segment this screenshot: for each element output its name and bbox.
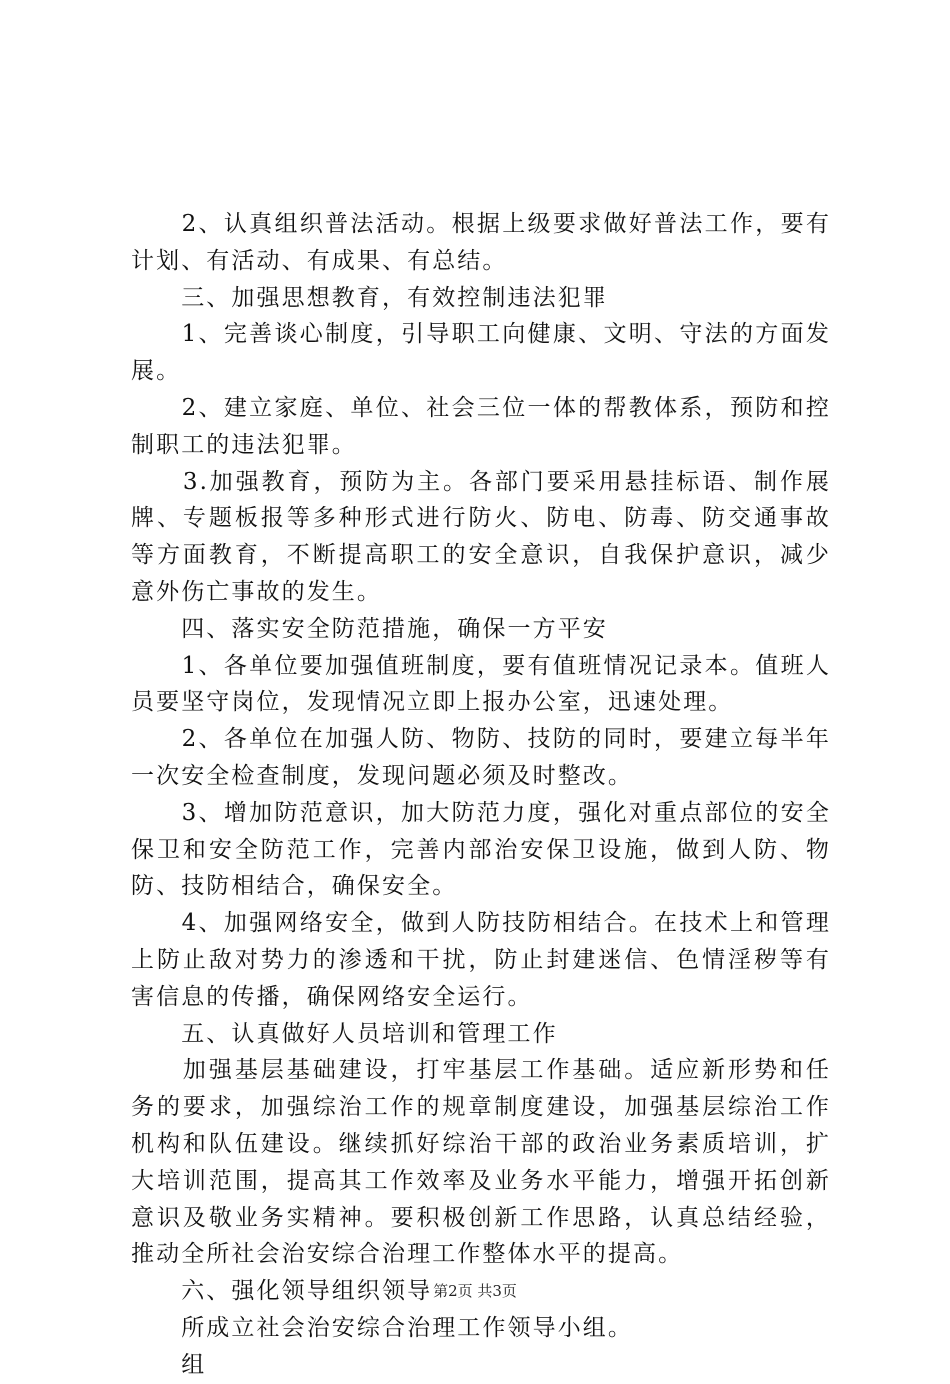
text-line: 2、各单位在加强人防、物防、技防的同时，要建立每半年 [131, 726, 831, 753]
text-line: 机构和队伍建设。继续抓好综治干部的政治业务素质培训，扩 [131, 1130, 831, 1157]
document-body [131, 206, 831, 1384]
text-line: 推动全所社会治安综合治理工作整体水平的提高。 [131, 1241, 684, 1268]
text-line: 组 [131, 1351, 207, 1378]
text-line: 意识及敬业务实精神。要积极创新工作思路，认真总结经验， [131, 1204, 831, 1231]
text-line: 展。 [131, 358, 182, 385]
text-line: 一次安全检查制度，发现问题必须及时整改。 [131, 762, 633, 789]
text-line: 大培训范围，提高其工作效率及业务水平能力，增强开拓创新 [131, 1167, 831, 1194]
text-line: 三、加强思想教育，有效控制违法犯罪 [131, 284, 608, 311]
text-line: 害信息的传播，确保网络安全运行。 [131, 983, 533, 1010]
text-line: 3、增加防范意识，加大防范力度，强化对重点部位的安全 [131, 799, 831, 826]
text-line: 上防止敌对势力的渗透和干扰，防止封建迷信、色情淫秽等有 [131, 946, 831, 973]
text-line: 4、加强网络安全，做到人防技防相结合。在技术上和管理 [131, 910, 831, 937]
text-line: 四、落实安全防范措施，确保一方平安 [131, 615, 608, 642]
text-line: 1、完善谈心制度，引导职工向健康、文明、守法的方面发 [131, 321, 831, 348]
text-line: 员要坚守岗位，发现情况立即上报办公室，迅速处理。 [131, 689, 734, 716]
text-line: 所成立社会治安综合治理工作领导小组。 [131, 1314, 633, 1341]
text-line: 等方面教育，不断提高职工的安全意识，自我保护意识，减少 [131, 542, 831, 569]
text-line: 牌、专题板报等多种形式进行防火、防电、防毒、防交通事故 [131, 505, 831, 532]
text-line: 保卫和安全防范工作，完善内部治安保卫设施，做到人防、物 [131, 836, 831, 863]
text-line: 2、认真组织普法活动。根据上级要求做好普法工作，要有 [131, 211, 831, 237]
text-line: 计划、有活动、有成果、有总结。 [131, 247, 508, 274]
text-line: 务的要求，加强综治工作的规章制度建设，加强基层综治工作 [131, 1094, 831, 1121]
text-line: 五、认真做好人员培训和管理工作 [131, 1020, 558, 1047]
text-line: 1、各单位要加强值班制度，要有值班情况记录本。值班人 [131, 652, 831, 679]
text-line: 3.加强教育，预防为主。各部门要采用悬挂标语、制作展 [131, 468, 831, 495]
text-line: 加强基层基础建设，打牢基层工作基础。适应新形势和任 [131, 1057, 831, 1084]
text-line: 六、强化领导组织领导 [131, 1278, 433, 1305]
text-line: 制职工的违法犯罪。 [131, 431, 357, 458]
text-line: 防、技防相结合，确保安全。 [131, 873, 458, 900]
text-line: 意外伤亡事故的发生。 [131, 578, 382, 605]
text-line: 2、建立家庭、单位、社会三位一体的帮教体系，预防和控 [131, 394, 831, 421]
page-footer: 第2页 共3页 [433, 1282, 517, 1300]
